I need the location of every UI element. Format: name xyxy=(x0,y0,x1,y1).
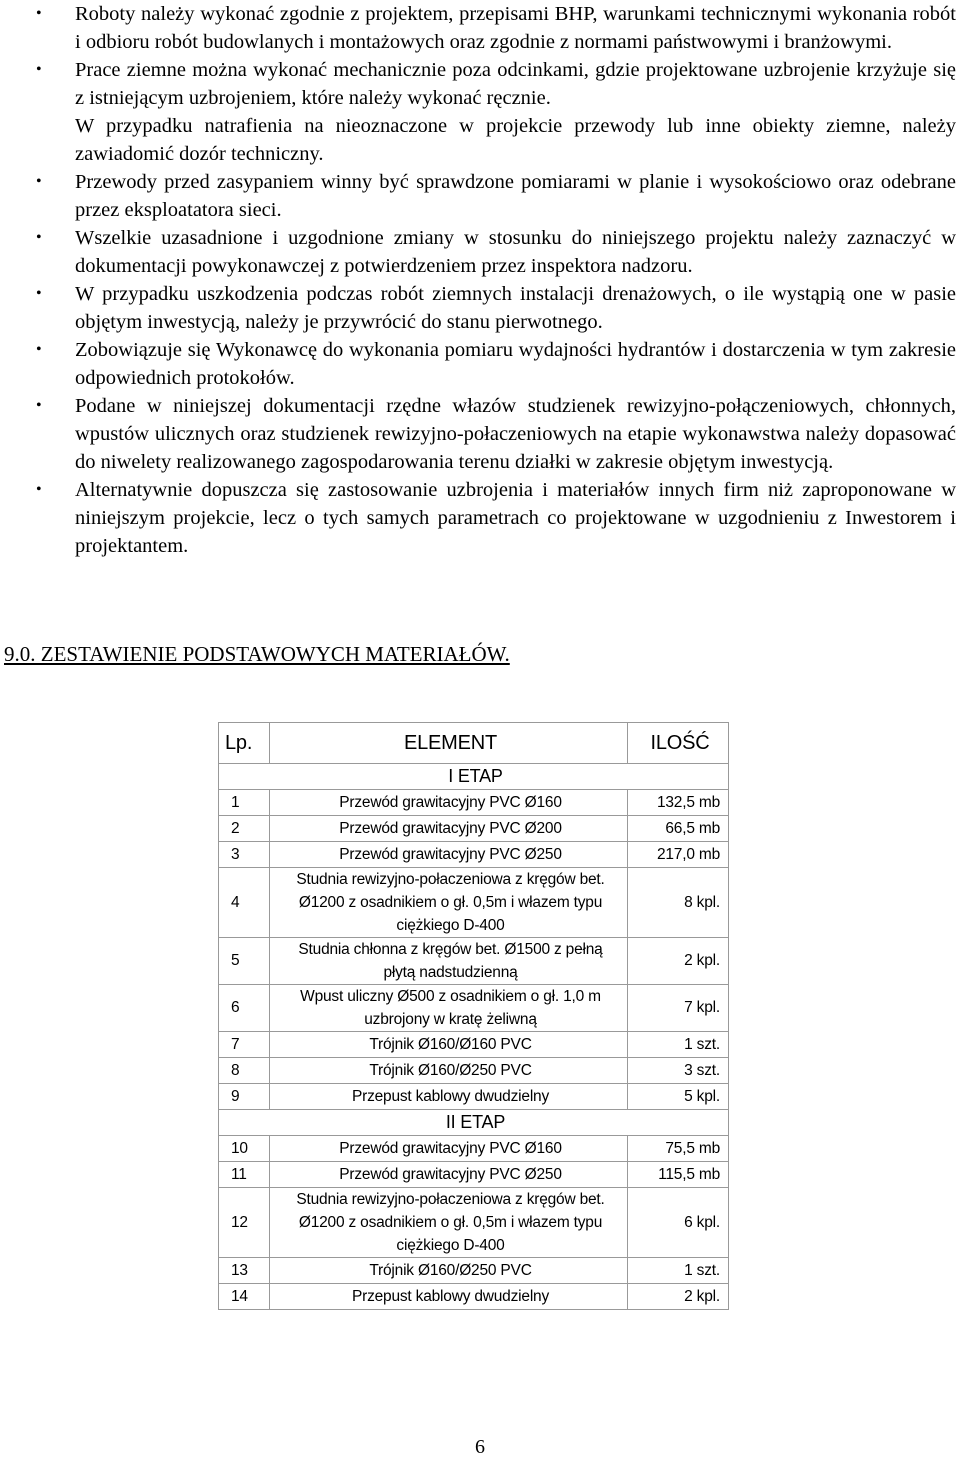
list-item xyxy=(0,112,960,168)
table-row xyxy=(219,1032,729,1058)
row-element: Studnia chłonna z kręgów bet. Ø1500 z pełną płytą nadstudzienną xyxy=(269,938,627,985)
bullet-icon: • xyxy=(36,397,42,414)
row-quantity: 5 kpl. xyxy=(628,1084,729,1110)
list-item xyxy=(0,168,960,224)
row-element: Studnia rewizyjno-połaczeniowa z kręgów bet. Ø1200 z osadnikiem o gł. 0,5m i włazem typu ciężkiego D-400 xyxy=(269,868,627,938)
stage-row xyxy=(219,1110,729,1136)
section-heading: 9.0. ZESTAWIENIE PODSTAWOWYCH MATERIAŁÓW. xyxy=(4,642,510,666)
table-row xyxy=(219,842,729,868)
row-lp: 9 xyxy=(219,1084,270,1110)
bullet-icon: • xyxy=(36,5,42,22)
row-quantity: 2 kpl. xyxy=(628,1284,729,1310)
row-quantity: 1 szt. xyxy=(628,1258,729,1284)
list-item xyxy=(0,0,960,56)
row-quantity: 2 kpl. xyxy=(628,938,729,985)
row-lp: 4 xyxy=(219,868,270,938)
row-element: Trójnik Ø160/Ø160 PVC xyxy=(269,1032,627,1058)
list-item-text: W przypadku natrafienia na nieoznaczone w projekcie przewody lub inne obiekty ziemne, należy zawiadomić dozór techniczny. xyxy=(75,115,956,165)
row-element: Trójnik Ø160/Ø250 PVC xyxy=(269,1058,627,1084)
list-item-text: Roboty należy wykonać zgodnie z projektem, przepisami BHP, warunkami technicznymi wykonania robót i odbioru robót budowlanych i montażowych oraz zgodnie z normami państwowymi i branżowymi. xyxy=(75,3,956,53)
row-element: Przewód grawitacyjny PVC Ø160 xyxy=(269,790,627,816)
bullet-icon: • xyxy=(36,173,42,190)
row-lp: 6 xyxy=(219,985,270,1032)
row-lp: 3 xyxy=(219,842,270,868)
table-row xyxy=(219,938,729,985)
list-item-text: Wszelkie uzasadnione i uzgodnione zmiany w stosunku do niniejszego projektu należy zaznaczyć w dokumentacji powykonawczej z potwierdzeniem przez inspektora nadzoru. xyxy=(75,227,956,277)
row-lp: 11 xyxy=(219,1162,270,1188)
list-item-text: Alternatywnie dopuszcza się zastosowanie uzbrojenia i materiałów innych firm niż zaproponowane w niniejszym projekcie, lecz o tych samych parametrach co projektowane w uzgodnieniu z Inwestorem i projektantem. xyxy=(75,479,956,557)
row-lp: 12 xyxy=(219,1188,270,1258)
row-element: Przewód grawitacyjny PVC Ø200 xyxy=(269,816,627,842)
table-row xyxy=(219,1136,729,1162)
table-header-row xyxy=(219,723,729,764)
stage-row xyxy=(219,764,729,790)
bullet-icon: • xyxy=(36,341,42,358)
row-quantity: 75,5 mb xyxy=(628,1136,729,1162)
table-row xyxy=(219,1188,729,1258)
table-row xyxy=(219,1084,729,1110)
bullet-icon: • xyxy=(36,481,42,498)
bullet-icon: • xyxy=(36,285,42,302)
row-element: Przewód grawitacyjny PVC Ø160 xyxy=(269,1136,627,1162)
stage-label: II ETAP xyxy=(219,1110,729,1136)
row-lp: 2 xyxy=(219,816,270,842)
table-row xyxy=(219,1162,729,1188)
table-row xyxy=(219,1258,729,1284)
page-number: 6 xyxy=(475,1436,485,1458)
table-row xyxy=(219,985,729,1032)
list-item xyxy=(0,336,960,392)
row-element: Trójnik Ø160/Ø250 PVC xyxy=(269,1258,627,1284)
column-header-element: ELEMENT xyxy=(269,723,627,764)
list-item xyxy=(0,476,960,560)
table-row xyxy=(219,868,729,938)
row-lp: 8 xyxy=(219,1058,270,1084)
row-lp: 5 xyxy=(219,938,270,985)
table-row xyxy=(219,790,729,816)
row-quantity: 132,5 mb xyxy=(628,790,729,816)
row-quantity: 3 szt. xyxy=(628,1058,729,1084)
stage-label: I ETAP xyxy=(219,764,729,790)
row-quantity: 6 kpl. xyxy=(628,1188,729,1258)
row-element: Przewód grawitacyjny PVC Ø250 xyxy=(269,842,627,868)
requirements-list xyxy=(0,0,960,560)
table-row xyxy=(219,816,729,842)
row-lp: 13 xyxy=(219,1258,270,1284)
list-item xyxy=(0,224,960,280)
list-item-text: Prace ziemne można wykonać mechanicznie poza odcinkami, gdzie projektowane uzbrojenie krzyżuje się z istniejącym uzbrojeniem, które należy wykonać ręcznie. xyxy=(75,59,956,109)
row-quantity: 66,5 mb xyxy=(628,816,729,842)
table-row xyxy=(219,1284,729,1310)
list-item xyxy=(0,56,960,112)
row-element: Studnia rewizyjno-połaczeniowa z kręgów bet. Ø1200 z osadnikiem o gł. 0,5m i włazem typu ciężkiego D-400 xyxy=(269,1188,627,1258)
row-lp: 1 xyxy=(219,790,270,816)
list-item xyxy=(0,392,960,476)
list-item-text: W przypadku uszkodzenia podczas robót ziemnych instalacji drenażowych, o ile wystąpią one w pasie objętym inwestycją, należy je przywrócić do stanu pierwotnego. xyxy=(75,283,956,333)
bullet-icon: • xyxy=(36,229,42,246)
list-item xyxy=(0,280,960,336)
list-item-text: Zobowiązuje się Wykonawcę do wykonania pomiaru wydajności hydrantów i dostarczenia w tym zakresie odpowiednich protokołów. xyxy=(75,339,956,389)
column-header-quantity: ILOŚĆ xyxy=(628,723,729,764)
table-row xyxy=(219,1058,729,1084)
list-item-text: Przewody przed zasypaniem winny być sprawdzone pomiarami w planie i wysokościowo oraz odebrane przez eksploatatora sieci. xyxy=(75,171,956,221)
row-quantity: 217,0 mb xyxy=(628,842,729,868)
list-item-text: Podane w niniejszej dokumentacji rzędne włazów studzienek rewizyjno-połączeniowych, chłonnych, wpustów ulicznych oraz studzienek rewizyjno-połaczeniowych na etapie wykonawstwa należy dopasować do niwelety realizowanego zagospodarowania terenu działki w zakresie objętym inwestycją. xyxy=(75,395,956,473)
row-lp: 14 xyxy=(219,1284,270,1310)
row-quantity: 1 szt. xyxy=(628,1032,729,1058)
row-quantity: 8 kpl. xyxy=(628,868,729,938)
row-lp: 7 xyxy=(219,1032,270,1058)
row-element: Przewód grawitacyjny PVC Ø250 xyxy=(269,1162,627,1188)
row-element: Wpust uliczny Ø500 z osadnikiem o gł. 1,0 m uzbrojony w kratę żeliwną xyxy=(269,985,627,1032)
column-header-lp: Lp. xyxy=(219,723,270,764)
row-lp: 10 xyxy=(219,1136,270,1162)
materials-table xyxy=(218,722,729,1310)
bullet-icon: • xyxy=(36,61,42,78)
row-quantity: 7 kpl. xyxy=(628,985,729,1032)
row-element: Przepust kablowy dwudzielny xyxy=(269,1284,627,1310)
row-element: Przepust kablowy dwudzielny xyxy=(269,1084,627,1110)
row-quantity: 115,5 mb xyxy=(628,1162,729,1188)
